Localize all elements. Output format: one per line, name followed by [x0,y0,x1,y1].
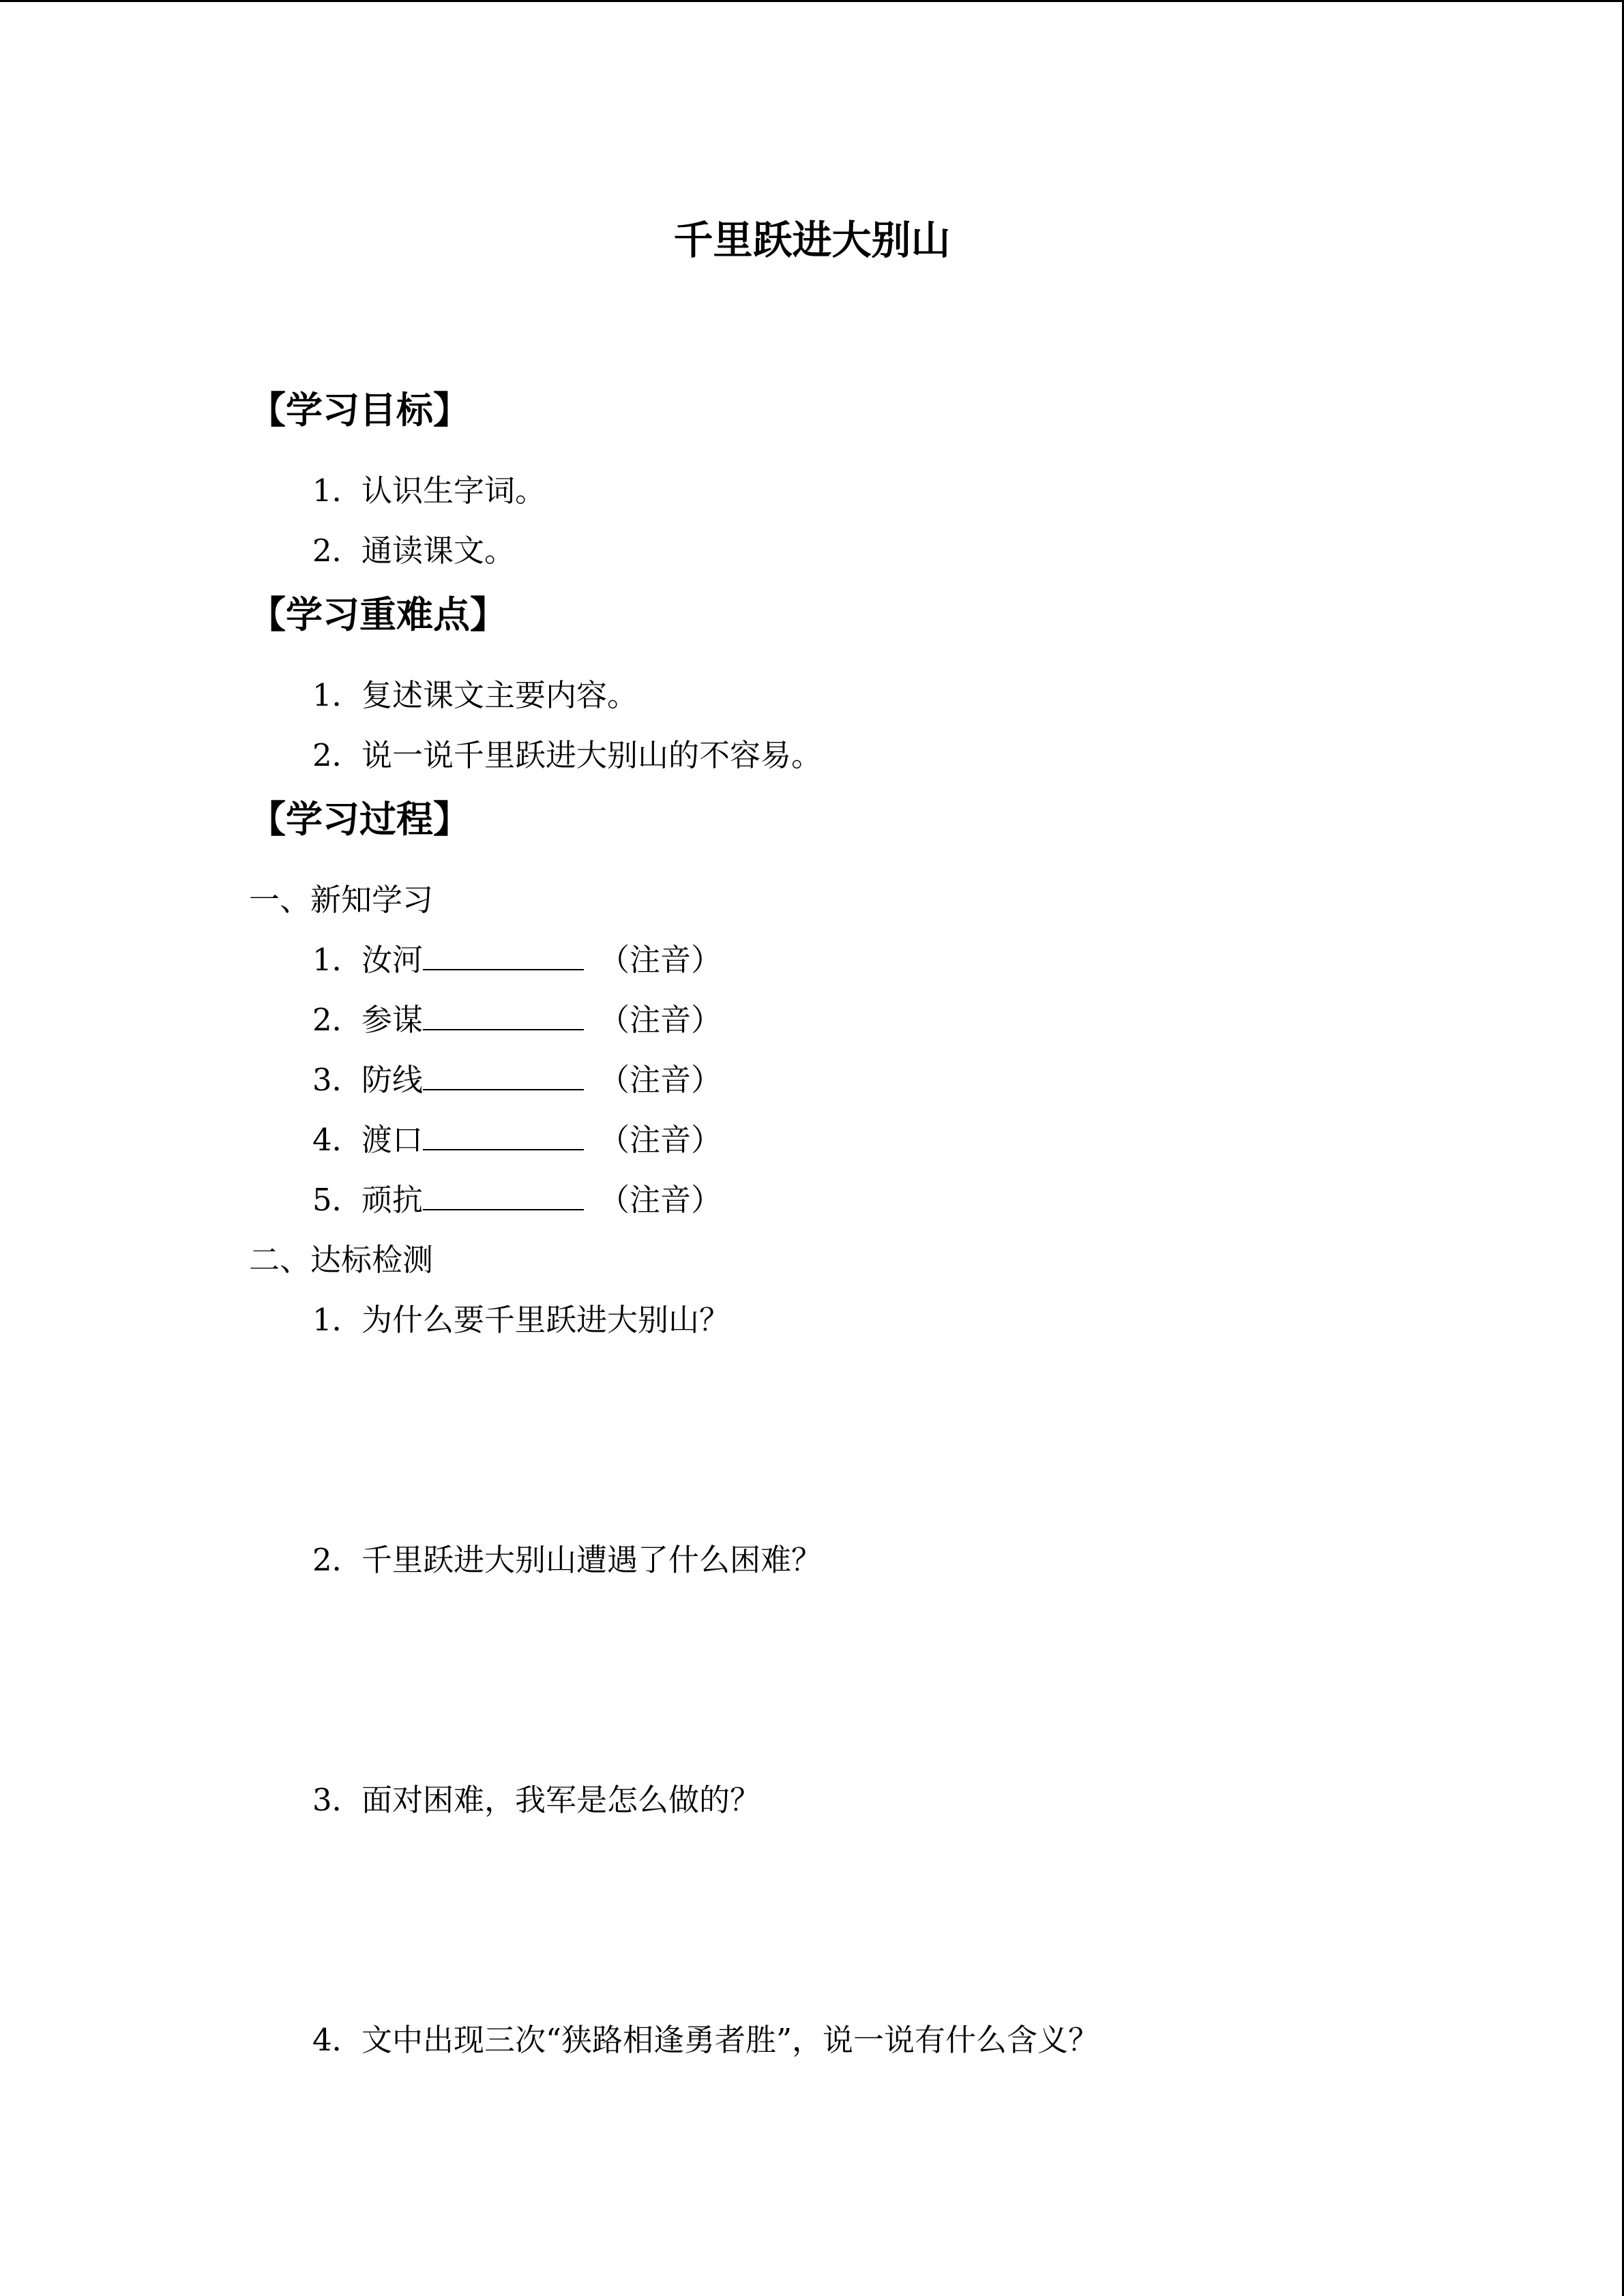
item-text: 通读课文。 [361,533,516,569]
list-item [312,674,638,717]
question-text: 为什么要千里跃进大别山？ [361,1302,730,1338]
vocab-note: （注音） [599,1002,722,1038]
vocab-word: 参谋 [361,1002,424,1038]
question-item [312,1778,761,1822]
item-number: 3． [312,1062,363,1098]
vocab-note: （注音） [599,1182,722,1218]
vocab-note: （注音） [599,942,722,978]
vocab-word: 渡口 [361,1122,424,1158]
vocab-item [312,998,722,1042]
item-number: 4． [312,2022,363,2058]
item-number: 2． [312,1002,363,1038]
question-text: 文中出现三次“狭路相逢勇者胜”，说一说有什么含义？ [361,2022,1099,2058]
item-number: 2． [312,533,363,569]
list-item [312,529,515,573]
list-item [312,734,822,777]
item-number: 1． [312,942,363,978]
vocab-word: 顽抗 [361,1182,424,1218]
item-number: 2． [312,737,363,773]
question-item [312,2018,1099,2062]
vocab-item [312,1178,722,1222]
item-text: 认识生字词。 [361,473,546,509]
section-heading-process: 【学习过程】 [249,798,470,841]
sub-heading-assessment: 二、达标检测 [249,1242,434,1278]
vocab-word: 汝河 [361,942,424,978]
item-number: 5． [312,1182,363,1218]
question-text: 千里跃进大别山遭遇了什么困难？ [361,1542,823,1578]
item-number: 4． [312,1122,363,1158]
answer-blank[interactable] [423,942,584,970]
item-number: 3． [312,1782,363,1818]
answer-blank[interactable] [423,1002,584,1030]
vocab-item [312,1058,722,1102]
answer-blank[interactable] [423,1062,584,1090]
section-heading-objectives: 【学习目标】 [249,389,470,432]
sub-heading-new-knowledge: 一、新知学习 [249,882,434,918]
item-number: 2． [312,1542,363,1578]
list-item [312,469,546,513]
item-number: 1． [312,1302,363,1338]
answer-blank[interactable] [423,1182,584,1210]
question-item [312,1298,730,1342]
vocab-item [312,938,722,982]
section-heading-key-points: 【学习重难点】 [249,593,507,636]
vocab-note: （注音） [599,1122,722,1158]
vocab-item [312,1118,722,1162]
vocab-word: 防线 [361,1062,424,1098]
question-item [312,1538,822,1582]
page-title: 千里跃进大别山 [673,217,951,263]
item-text: 说一说千里跃进大别山的不容易。 [361,737,823,773]
page-border-top [0,0,1624,2]
vocab-note: （注音） [599,1062,722,1098]
item-text: 复述课文主要内容。 [361,677,638,713]
item-number: 1． [312,473,363,509]
answer-blank[interactable] [423,1122,584,1150]
item-number: 1． [312,677,363,713]
question-text: 面对困难，我军是怎么做的？ [361,1782,761,1818]
